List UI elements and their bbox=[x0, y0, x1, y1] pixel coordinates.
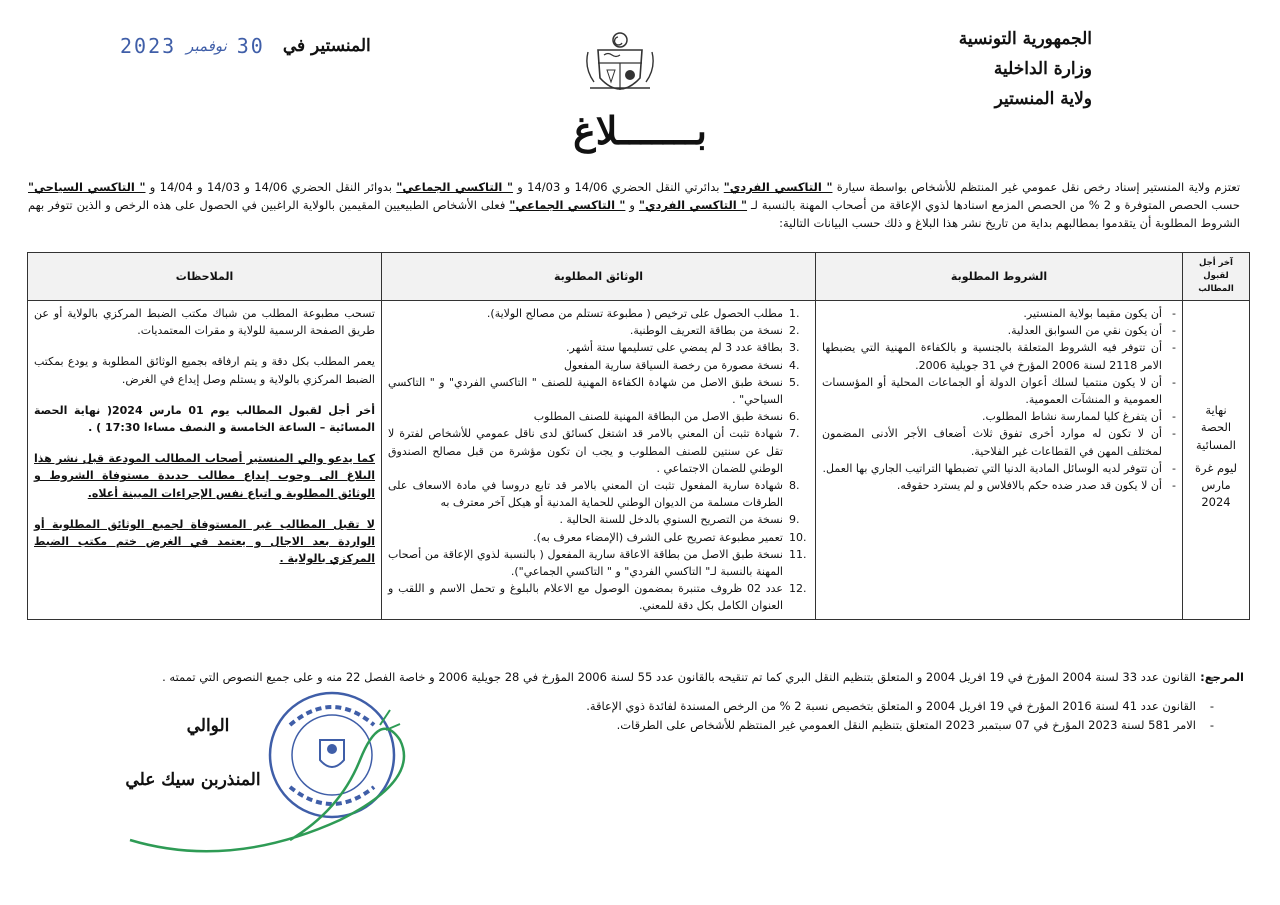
ministry-label: وزارة الداخلية bbox=[993, 59, 1092, 79]
intro-text-3: بدوائر النقل الحضري 14/06 و 14/03 و 14/04 و bbox=[149, 180, 393, 194]
item-text: نسخة طبق الاصل من شهادة الكفاءة المهنية للصنف " التاكسي الفردي" و " التاكسي السياحي" . bbox=[388, 375, 783, 407]
list-item: - أن لا يكون قد صدر ضده حكم بالافلاس و لم يسترد حقوقه. bbox=[822, 477, 1176, 494]
page-title: بـــــــلاغ bbox=[573, 108, 707, 153]
list-item bbox=[388, 408, 809, 425]
item-number: 7. bbox=[789, 427, 800, 441]
table-row bbox=[28, 301, 1250, 620]
intro-taxi-collective: " التاكسي الجماعي" bbox=[396, 180, 513, 194]
list-item bbox=[388, 580, 809, 614]
documents-cell bbox=[382, 301, 816, 620]
item-number: 4. bbox=[789, 358, 800, 372]
list-item bbox=[388, 357, 809, 374]
item-text: تعمير مطبوعة تصريح على الشرف (الإمضاء معرف به). bbox=[533, 530, 783, 544]
list-item bbox=[388, 529, 809, 546]
city-date-label: المنستير في bbox=[282, 36, 371, 56]
item-text: عدد 02 ظروف متنبرة بمضمون الوصول مع الاعلام بالبلوغ و تحمل الاسم و اللقب و العنوان الكامل بكل دقة للمعني. bbox=[388, 582, 783, 613]
item-text: مطلب الحصول على ترخيص ( مطبوعة تستلم من مصالح الولاية). bbox=[486, 307, 783, 320]
intro-text-2: بدائرتي النقل الحضري 14/06 و 14/03 و bbox=[517, 180, 720, 194]
list-item: - أن لا تكون له موارد أخرى تفوق ثلاث أضعاف الأجر الأدنى المضمون لمختلف المهن في القطاعات غير الفلاحية. bbox=[822, 425, 1176, 459]
deadline-line-2: ليوم غرة مارس 2024 bbox=[1194, 460, 1238, 510]
list-item: - أن يكون مقيما بولاية المنستير. bbox=[822, 305, 1176, 322]
item-number: 6. bbox=[789, 410, 800, 424]
note-5: لا تقبل المطالب غير المستوفاة لجميع الوثائق المطلوبة أو الواردة بعد الاجال و يعتمد في الغرض ختم مكتب الضبط المركزي بالولاية . bbox=[34, 517, 375, 566]
intro-taxi-collective-2: " التاكسي الجماعي" bbox=[509, 198, 626, 212]
republic-label: الجمهورية التونسية bbox=[958, 29, 1092, 49]
requirements-table bbox=[27, 252, 1250, 620]
intro-paragraph bbox=[28, 178, 1240, 232]
list-item: - أن تتوفر فيه الشروط المتعلقة بالجنسية و بالكفاءة المهنية التي يضبطها الامر 2118 لسنة 2006 المؤرخ في 31 جويلية 2006. bbox=[822, 339, 1176, 373]
note-4: كما يدعو والي المنستير أصحاب المطالب المودعة قبل نشر هذا البلاغ الى وجوب إيداع مطالب جديدة مستوفاة الشروط و الوثائق المطلوبة و اتباع نفس الإجراءات المبينة أعلاه. bbox=[34, 452, 375, 500]
list-item bbox=[388, 374, 809, 408]
list-item: - أن يكون نقي من السوابق العدلية. bbox=[822, 322, 1176, 339]
header-authority bbox=[959, 24, 1092, 114]
conditions-cell bbox=[816, 301, 1183, 620]
list-item bbox=[388, 477, 809, 511]
header-notes: الملاحظات bbox=[28, 253, 382, 301]
intro-text-4: حسب الحصص المتوفرة و 2 % من الحصص المزمع اسنادها لذوي الإعاقة من أصحاب المهنة بالنسبة لـ bbox=[751, 198, 1241, 212]
deadline-cell bbox=[1183, 301, 1250, 620]
list-item bbox=[388, 425, 809, 477]
signature-role: الوالي bbox=[186, 716, 230, 736]
date-year: 2023 bbox=[120, 34, 177, 58]
intro-taxi-individual-2: " التاكسي الفردي" bbox=[638, 198, 748, 212]
intro-text-5: و bbox=[629, 198, 635, 212]
note-2: يعمر المطلب بكل دقة و يتم ارفاقه بجميع الوثائق المطلوبة و يودع بمكتب الضبط المركزي بالولاية و يستلم وصل إيداع في الغرض. bbox=[34, 355, 375, 386]
note-3: أخر أجل لقبول المطالب يوم 01 مارس 2024( نهاية الحصة المسائية – الساعة الخامسة و النصف مساءا 17:30 ) . bbox=[34, 403, 375, 435]
header-conditions: الشروط المطلوبة bbox=[816, 253, 1183, 301]
item-number: 9. bbox=[789, 513, 800, 527]
references-label: المرجع: bbox=[1200, 670, 1244, 684]
list-item: - أن لا يكون منتميا لسلك أعوان الدولة أو الجماعات المحلية أو المؤسسات العمومية و المنشآت العمومية. bbox=[822, 374, 1176, 408]
conditions-list bbox=[822, 305, 1176, 494]
item-text: نسخة مصورة من رخصة السياقة سارية المفعول bbox=[563, 358, 783, 372]
list-item: - أن يتفرغ كليا لممارسة نشاط المطلوب. bbox=[822, 408, 1176, 425]
item-text: نسخة طبق الاصل من البطاقة المهنية للصنف المطلوب bbox=[533, 410, 783, 424]
date-month: نوفمبر bbox=[186, 37, 227, 55]
date-stamp bbox=[120, 34, 265, 58]
item-number: 11. bbox=[789, 547, 807, 561]
item-number: 2. bbox=[789, 324, 800, 338]
list-item: - الامر 581 لسنة 2023 المؤرخ في 07 سبتمبر 2023 المتعلق بتنظيم النقل العمومي غير المنتظم للأشخاص على الطرقات. bbox=[40, 716, 1222, 735]
ministry-stamp-icon bbox=[260, 685, 405, 825]
table-header-row bbox=[28, 253, 1250, 301]
item-text: نسخة من التصريح السنوي بالدخل للسنة الحالية . bbox=[559, 513, 783, 527]
list-item bbox=[388, 511, 809, 528]
list-item bbox=[388, 339, 809, 356]
item-number: 3. bbox=[789, 341, 800, 355]
header-documents: الوثائق المطلوبة bbox=[382, 253, 816, 301]
note-1: تسحب مطبوعة المطلب من شباك مكتب الضبط المركزي بالولاية أو عن طريق الصفحة الرسمية للولاية و مقرات المعتمديات. bbox=[34, 307, 375, 338]
list-item bbox=[388, 546, 809, 580]
deadline-line-1: نهاية الحصة المسائية bbox=[1196, 403, 1236, 452]
item-number: 5. bbox=[789, 375, 800, 389]
item-number: 1. bbox=[789, 307, 800, 320]
list-item: - أن تتوفر لديه الوسائل المادية الدنيا التي تضبطها التراتيب الجاري بها العمل. bbox=[822, 460, 1176, 477]
item-number: 8. bbox=[789, 479, 800, 493]
signature-name: المنذربن سيك علي bbox=[125, 770, 261, 790]
governorate-label: ولاية المنستير bbox=[994, 89, 1092, 109]
item-number: 12. bbox=[789, 582, 807, 596]
header-date-line bbox=[120, 34, 371, 58]
list-item bbox=[388, 322, 809, 339]
intro-taxi-individual: " التاكسي الفردي" bbox=[723, 180, 833, 194]
item-number: 10. bbox=[789, 530, 807, 544]
list-item: - القانون عدد 33 لسنة 2004 المؤرخ في 19 افريل 2004 و المتعلق بتنظيم النقل البري كما تم تنقيحه بالقانون عدد 55 لسنة 2006 المؤرخ في 28 جويلية 2006 و خاصة الفصل 22 منه و على جميع النصوص التي تممته . bbox=[40, 668, 1222, 687]
documents-list bbox=[388, 305, 809, 615]
item-text: نسخة طبق الاصل من بطاقة الاعاقة سارية المفعول ( بالنسبة لذوي الإعاقة من أصحاب المهنة بالنسبة لـ" التاكسي الفردي" و " التاكسي الجماعي"). bbox=[388, 547, 783, 579]
tunisia-coat-of-arms-icon bbox=[580, 30, 660, 102]
item-text: شهادة سارية المفعول تثبت ان المعني بالامر قد تابع دروسا في مادة الاسعاف على الطرقات مسلمة من الديوان الوطني للحماية المدنية أو هيكل آخر معترف به bbox=[388, 479, 783, 510]
item-text: شهادة تثبت أن المعني بالامر قد اشتغل كسائق لدى ناقل عمومي للأشخاص لفترة لا تقل عن سنتين للصنف المطلوب و يجب ان تكون مؤشرة من قبل مصالح الصندوق الوطني للضمان الاجتماعي . bbox=[388, 427, 783, 475]
signature-block bbox=[118, 716, 268, 790]
header-deadline: آخر أجل لقبول المطالب bbox=[1183, 253, 1250, 301]
list-item: - القانون عدد 41 لسنة 2016 المؤرخ في 19 افريل 2004 و المتعلق بتخصيص نسبة 2 % من الرخص المسندة لفائدة ذوي الإعاقة. bbox=[40, 697, 1222, 716]
intro-taxi-tourist: " التاكسي السياحي" bbox=[28, 180, 146, 194]
notes-cell bbox=[28, 301, 382, 620]
item-text: نسخة من بطاقة التعريف الوطنية. bbox=[629, 324, 783, 338]
intro-text-6: فعلى الأشخاص الطبيعيين المقيمين بالولاية الراغبين في الحصول على هذه الرخص و الذين تتوفر بهم الشروط المطلوبة أن يتقدموا بمطالبهم بداية من تاريخ نشر هذا البلاغ و ذلك حسب البيانات التالية: bbox=[28, 198, 1240, 230]
intro-text-1: تعتزم ولاية المنستير إسناد رخص نقل عمومي غير المنتظم للأشخاص بواسطة سيارة bbox=[836, 180, 1241, 194]
date-day: 30 bbox=[236, 34, 265, 58]
item-text: بطاقة عدد 3 لم يمضي على تسليمها ستة أشهر. bbox=[566, 341, 783, 355]
list-item bbox=[388, 305, 809, 322]
